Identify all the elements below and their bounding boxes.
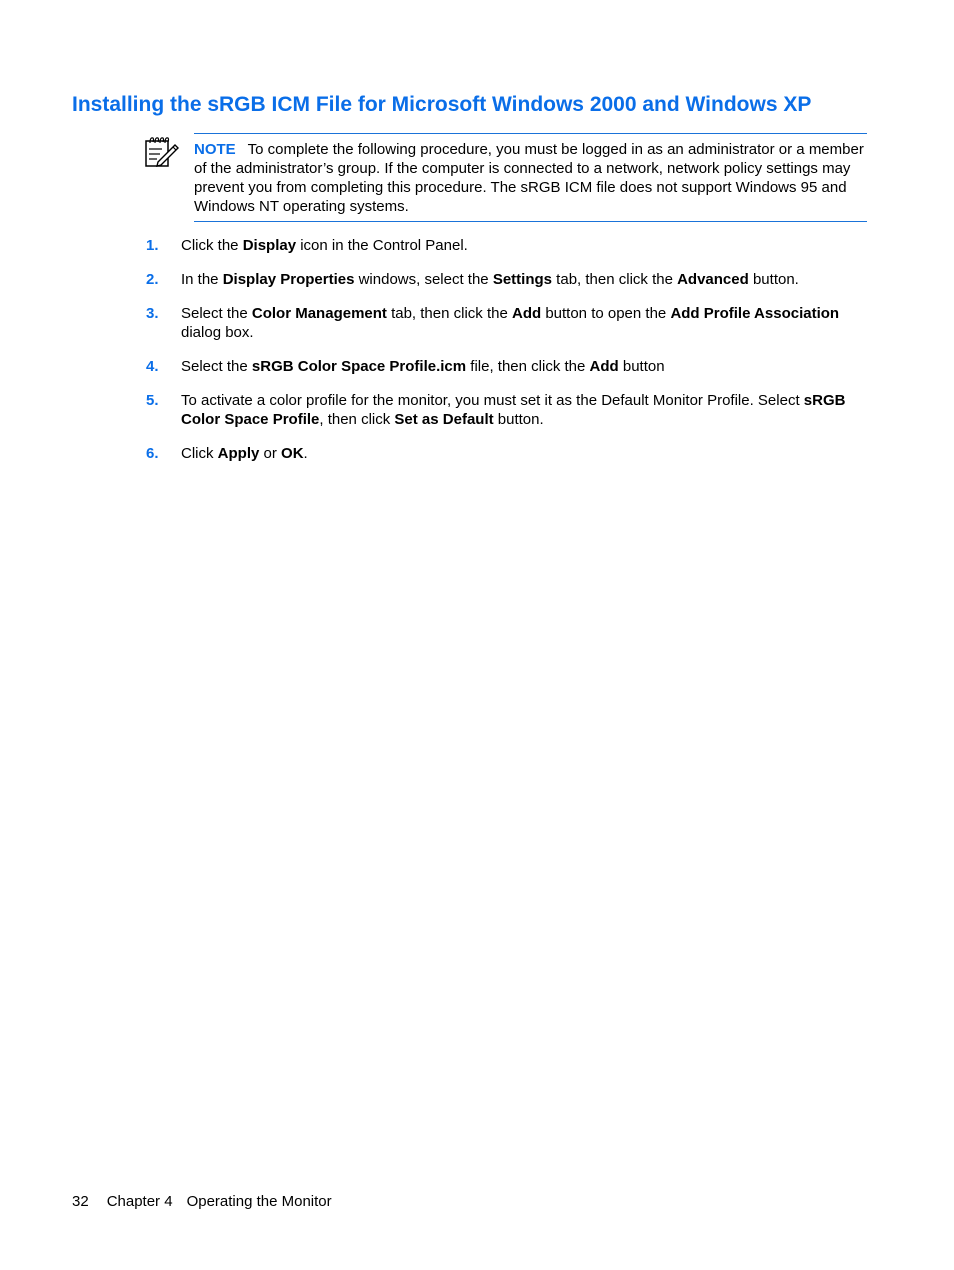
- step-item: [146, 236, 866, 255]
- step-item: [146, 391, 866, 429]
- step-emphasis: Add Profile Association: [670, 305, 840, 322]
- note-label: NOTE: [194, 141, 236, 158]
- step-text-run: button to open the: [541, 305, 671, 322]
- step-text-run: dialog box.: [181, 324, 254, 341]
- step-item: [146, 304, 866, 342]
- note-text: [194, 140, 866, 216]
- step-text-run: icon in the Control Panel.: [296, 237, 468, 254]
- step-text-run: Click: [181, 445, 218, 462]
- step-item: [146, 270, 866, 289]
- step-emphasis: sRGB Color Space Profile.icm: [251, 358, 467, 375]
- step-emphasis: Color Management: [251, 305, 387, 322]
- step-text-run: tab, then click the: [386, 305, 512, 322]
- step-text-run: To activate a color profile for the monitor, you must set it as the Default Monitor Profile. Select: [181, 392, 804, 409]
- step-number: 4.: [146, 358, 159, 375]
- step-text-run: button: [618, 358, 665, 375]
- step-text-run: In the: [181, 271, 223, 288]
- chapter-label: Chapter 4: [106, 1193, 173, 1210]
- step-text: [181, 444, 866, 463]
- step-emphasis: Settings: [492, 271, 553, 288]
- step-emphasis: sRGB Color Space Profile: [181, 392, 846, 428]
- step-number: 5.: [146, 392, 159, 409]
- step-text-run: Select the: [181, 305, 252, 322]
- page-title: Installing the sRGB ICM File for Microsoft Windows 2000 and Windows XP: [72, 93, 812, 116]
- step-item: [146, 357, 866, 376]
- step-text-run: button.: [748, 271, 799, 288]
- step-number: 2.: [146, 271, 159, 288]
- page-number: 32: [72, 1193, 89, 1210]
- step-text-run: button.: [493, 411, 544, 428]
- chapter-title: Operating the Monitor: [186, 1193, 332, 1210]
- step-text-run: Select the: [181, 358, 252, 375]
- step-emphasis: Add: [511, 305, 542, 322]
- step-text-run: file, then click the: [466, 358, 590, 375]
- step-text: [181, 357, 866, 376]
- step-number: 1.: [146, 237, 159, 254]
- step-text: [181, 270, 866, 289]
- step-emphasis: Display Properties: [222, 271, 355, 288]
- note-pencil-icon: [144, 135, 180, 169]
- step-text-run: or: [259, 445, 282, 462]
- step-emphasis: Set as Default: [394, 411, 494, 428]
- step-item: [146, 444, 866, 463]
- step-text: [181, 236, 866, 255]
- step-text: [181, 391, 866, 429]
- step-text-run: , then click: [319, 411, 395, 428]
- step-text-run: .: [303, 445, 308, 462]
- step-number: 6.: [146, 445, 159, 462]
- step-text: [181, 304, 866, 342]
- step-text-run: Click the: [181, 237, 243, 254]
- procedure-steps: [146, 236, 866, 478]
- note-box: [194, 133, 867, 222]
- step-emphasis: Advanced: [677, 271, 749, 288]
- step-text-run: tab, then click the: [552, 271, 678, 288]
- note-body: To complete the following procedure, you must be logged in as an administrator or a member of the administrator’s group. If the computer is connected to a network, network policy settings may prevent you from completing this procedure. The sRGB ICM file does not support Windows 95 and Windows NT operating systems.: [194, 141, 864, 215]
- step-emphasis: Display: [242, 237, 297, 254]
- page-footer: [72, 1192, 350, 1211]
- step-emphasis: Apply: [217, 445, 260, 462]
- step-emphasis: Add: [589, 358, 619, 375]
- step-emphasis: OK: [281, 445, 304, 462]
- step-number: 3.: [146, 305, 159, 322]
- step-text-run: windows, select the: [354, 271, 493, 288]
